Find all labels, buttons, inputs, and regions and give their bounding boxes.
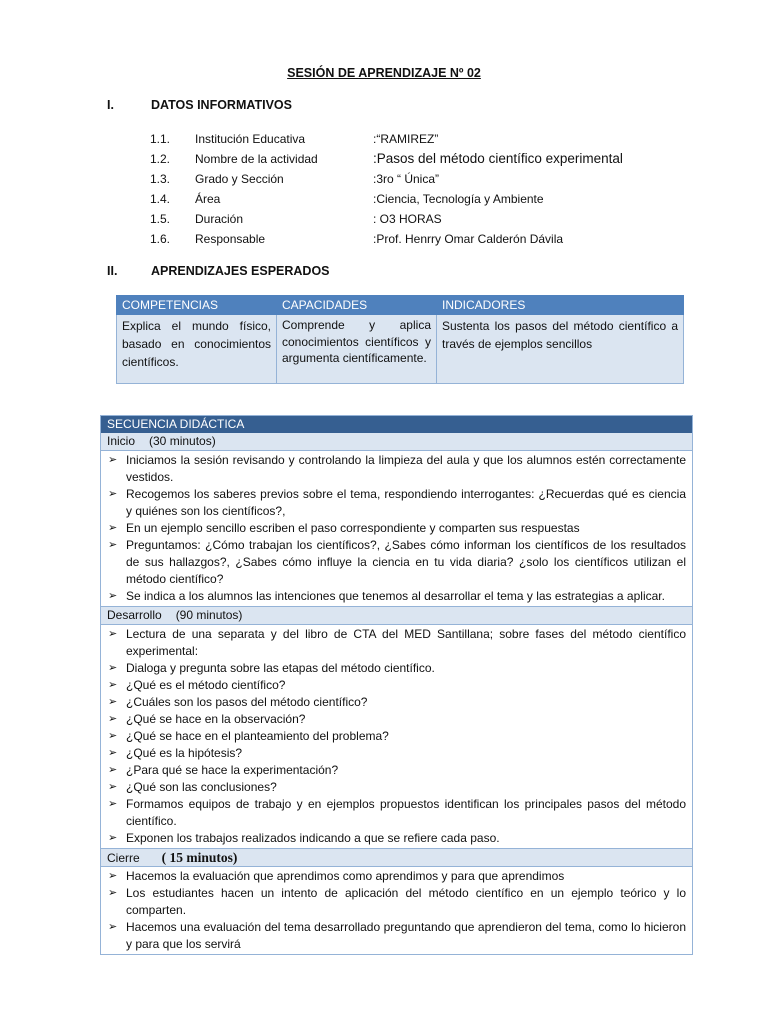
header-indicadores: INDICADORES bbox=[437, 296, 684, 315]
info-label: Área bbox=[195, 192, 221, 206]
section-aprendizajes-esperados bbox=[107, 264, 330, 278]
arrow-bullet-icon: ➢ bbox=[108, 921, 118, 933]
phase-cierre-header bbox=[101, 848, 692, 867]
list-item-text: ¿Qué son las conclusiones? bbox=[126, 780, 277, 794]
cell-text: Sustenta los pasos del método científico a través de ejemplos sencillos bbox=[442, 319, 678, 351]
list-item bbox=[104, 830, 686, 847]
arrow-bullet-icon: ➢ bbox=[108, 539, 118, 551]
list-item bbox=[104, 762, 686, 779]
section-title: DATOS INFORMATIVOS bbox=[151, 98, 292, 112]
arrow-bullet-icon: ➢ bbox=[108, 730, 118, 742]
cierre-list bbox=[101, 867, 692, 954]
arrow-bullet-icon: ➢ bbox=[108, 781, 118, 793]
list-item-text: ¿Qué se hace en la observación? bbox=[126, 712, 306, 726]
list-item-text: Recogemos los saberes previos sobre el tema, respondiendo interrogantes: ¿Recuerdas qué es ciencia y quiénes son los científicos?, bbox=[126, 487, 686, 518]
arrow-bullet-icon: ➢ bbox=[108, 488, 118, 500]
phase-label: Desarrollo bbox=[107, 608, 162, 622]
list-item-text: Iniciamos la sesión revisando y controlando la limpieza del aula y que los alumnos estén correctamente vestidos. bbox=[126, 453, 686, 484]
table-row bbox=[117, 315, 684, 384]
phase-desarrollo-header bbox=[101, 606, 692, 625]
inicio-list bbox=[101, 451, 692, 606]
list-item bbox=[104, 520, 686, 537]
arrow-bullet-icon: ➢ bbox=[108, 590, 118, 602]
arrow-bullet-icon: ➢ bbox=[108, 679, 118, 691]
arrow-bullet-icon: ➢ bbox=[108, 662, 118, 674]
section-number: II. bbox=[107, 264, 118, 278]
document-title: SESIÓN DE APRENDIZAJE Nº 02 bbox=[287, 66, 481, 80]
arrow-bullet-icon: ➢ bbox=[108, 870, 118, 882]
desarrollo-list bbox=[101, 625, 692, 848]
list-item-text: Dialoga y pregunta sobre las etapas del método científico. bbox=[126, 661, 435, 675]
list-item-text: ¿Qué se hace en el planteamiento del problema? bbox=[126, 729, 389, 743]
list-item bbox=[104, 660, 686, 677]
section-title: APRENDIZAJES ESPERADOS bbox=[151, 264, 330, 278]
phase-duration: (90 minutos) bbox=[175, 608, 243, 622]
info-label: Duración bbox=[195, 212, 244, 226]
list-item-text: Formamos equipos de trabajo y en ejemplos propuestos identifican los principales pasos del método científico. bbox=[126, 797, 686, 828]
list-item-text: Exponen los trabajos realizados indicando a que se refiere cada paso. bbox=[126, 831, 500, 845]
list-item bbox=[104, 452, 686, 486]
info-value: : O3 HORAS bbox=[373, 212, 442, 226]
list-item bbox=[104, 868, 686, 885]
arrow-bullet-icon: ➢ bbox=[108, 747, 118, 759]
phase-label: Cierre bbox=[107, 851, 140, 865]
arrow-bullet-icon: ➢ bbox=[108, 696, 118, 708]
arrow-bullet-icon: ➢ bbox=[108, 798, 118, 810]
list-item bbox=[104, 796, 686, 830]
info-label: Responsable bbox=[195, 232, 266, 246]
info-label: Nombre de la actividad bbox=[195, 152, 318, 166]
section-number: I. bbox=[107, 98, 114, 112]
list-item bbox=[104, 626, 686, 660]
list-item bbox=[104, 779, 686, 796]
list-item bbox=[104, 919, 686, 953]
list-item-text: Los estudiantes hacen un intento de aplicación del método científico en un ejemplo teórico y lo comparten. bbox=[126, 886, 686, 917]
list-item-text: ¿Para qué se hace la experimentación? bbox=[126, 763, 339, 777]
list-item bbox=[104, 745, 686, 762]
cell-text: Comprende y aplica conocimientos científicos y argumenta científicamente. bbox=[282, 318, 431, 365]
list-item bbox=[104, 728, 686, 745]
header-capacidades: CAPACIDADES bbox=[277, 296, 437, 315]
list-item bbox=[104, 486, 686, 520]
list-item-text: Hacemos una evaluación del tema desarrollado preguntando que aprendieron del tema, como lo hicieron y para que los servirá bbox=[126, 920, 686, 951]
info-number: 1.2. bbox=[150, 152, 171, 166]
info-value: :Pasos del método científico experimental bbox=[373, 151, 623, 166]
list-item bbox=[104, 677, 686, 694]
cell-capacidad bbox=[277, 315, 437, 384]
list-item-text: ¿Qué es el método científico? bbox=[126, 678, 286, 692]
list-item-text: ¿Qué es la hipótesis? bbox=[126, 746, 243, 760]
cell-indicador bbox=[437, 315, 684, 384]
arrow-bullet-icon: ➢ bbox=[108, 713, 118, 725]
info-value: :“RAMIREZ” bbox=[373, 132, 439, 146]
list-item-text: Preguntamos: ¿Cómo trabajan los científicos?, ¿Sabes cómo informan los científicos de los resultados de sus hallazgos?, ¿Sabes cómo influye la ciencia en tu vida diaria? ¿solo los científicos utilizan el método científico? bbox=[126, 538, 686, 586]
list-item bbox=[104, 588, 686, 605]
list-item bbox=[104, 537, 686, 588]
cell-competencia bbox=[117, 315, 277, 384]
info-number: 1.5. bbox=[150, 212, 171, 226]
section-datos-informativos bbox=[107, 98, 292, 112]
info-number: 1.4. bbox=[150, 192, 171, 206]
arrow-bullet-icon: ➢ bbox=[108, 887, 118, 899]
info-label: Institución Educativa bbox=[195, 132, 306, 146]
info-number: 1.3. bbox=[150, 172, 171, 186]
info-value: :Ciencia, Tecnología y Ambiente bbox=[373, 192, 544, 206]
header-competencias: COMPETENCIAS bbox=[117, 296, 277, 315]
list-item-text: Lectura de una separata y del libro de CTA del MED Santillana; sobre fases del método científico experimental: bbox=[126, 627, 686, 658]
info-value: :Prof. Henrry Omar Calderón Dávila bbox=[373, 232, 564, 246]
info-number: 1.6. bbox=[150, 232, 171, 246]
info-value: :3ro “ Única” bbox=[373, 172, 440, 186]
arrow-bullet-icon: ➢ bbox=[108, 454, 118, 466]
info-label: Grado y Sección bbox=[195, 172, 284, 186]
competencias-table bbox=[116, 295, 684, 384]
secuencia-title: SECUENCIA DIDÁCTICA bbox=[101, 416, 692, 433]
phase-label: Inicio bbox=[107, 434, 136, 448]
phase-duration: ( 15 minutos) bbox=[161, 850, 238, 865]
list-item bbox=[104, 694, 686, 711]
table-header-row bbox=[117, 296, 684, 315]
list-item-text: En un ejemplo sencillo escriben el paso correspondiente y comparten sus respuestas bbox=[126, 521, 580, 535]
list-item bbox=[104, 885, 686, 919]
cell-text: Explica el mundo físico, basado en conocimientos científicos. bbox=[122, 319, 271, 369]
list-item-text: Se indica a los alumnos las intenciones que tenemos al desarrollar el tema y las estrategias a aplicar. bbox=[126, 589, 665, 603]
arrow-bullet-icon: ➢ bbox=[108, 764, 118, 776]
secuencia-didactica-table bbox=[100, 415, 693, 955]
info-number: 1.1. bbox=[150, 132, 171, 146]
arrow-bullet-icon: ➢ bbox=[108, 522, 118, 534]
list-item bbox=[104, 711, 686, 728]
arrow-bullet-icon: ➢ bbox=[108, 832, 118, 844]
phase-inicio-header bbox=[101, 433, 692, 451]
phase-duration: (30 minutos) bbox=[149, 434, 216, 448]
list-item-text: Hacemos la evaluación que aprendimos como aprendimos y para que aprendimos bbox=[126, 869, 565, 883]
arrow-bullet-icon: ➢ bbox=[108, 628, 118, 640]
list-item-text: ¿Cuáles son los pasos del método científico? bbox=[126, 695, 368, 709]
